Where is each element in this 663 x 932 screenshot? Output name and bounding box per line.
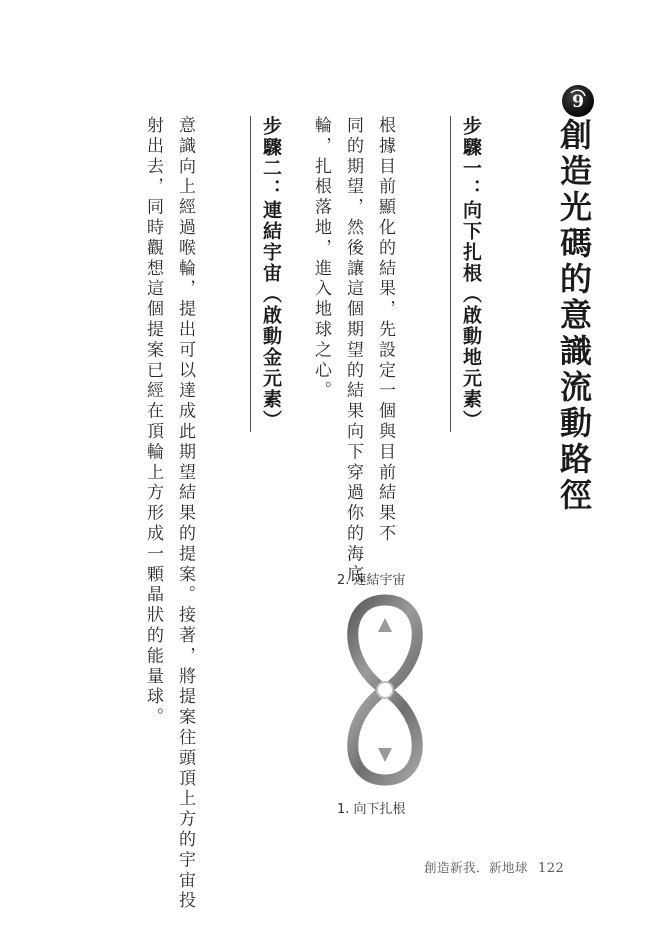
step1-line: 輪，扎根落地，進入地球之心。 [311, 116, 331, 402]
diagram-bottom-label: 1. 向下扎根 [337, 802, 406, 817]
center-node [377, 682, 393, 698]
step1-line: 同的期望，然後讓這個期望的結果向下穿過你的海底 [343, 116, 363, 586]
step1-paragraph [305, 116, 401, 585]
step2-line: 射出去，同時觀想這個提案已經在頂輪上方形成一顆晶狀的能量球。 [143, 116, 163, 728]
page-title: 創造光碼的意識流動路徑 [555, 118, 593, 514]
page-number: 122 [538, 861, 565, 876]
step2-line: 意識向上經過喉輪，提出可以達成此期望結果的提案。接著，將提案往頭頂上方的宇宙投 [175, 116, 195, 912]
step2-paragraph [137, 116, 201, 912]
step1-line: 根據目前顯化的結果，先設定一個與目前結果不 [375, 116, 395, 545]
section-number-badge [561, 84, 595, 118]
step1-heading: 步驟一：向下扎根（啟動地元素） [450, 116, 485, 432]
page-footer [424, 858, 564, 876]
step2-heading: 步驟二：連結宇宙（啟動金元素） [250, 116, 285, 432]
book-title: 創造新我．新地球 [424, 860, 529, 875]
up-arrow-icon [378, 618, 392, 678]
diagram-top-label: 2. 連結宇宙 [337, 573, 406, 588]
down-arrow-icon [378, 702, 392, 762]
figure-eight-diagram [330, 592, 440, 788]
badge-number: 9 [572, 92, 584, 112]
